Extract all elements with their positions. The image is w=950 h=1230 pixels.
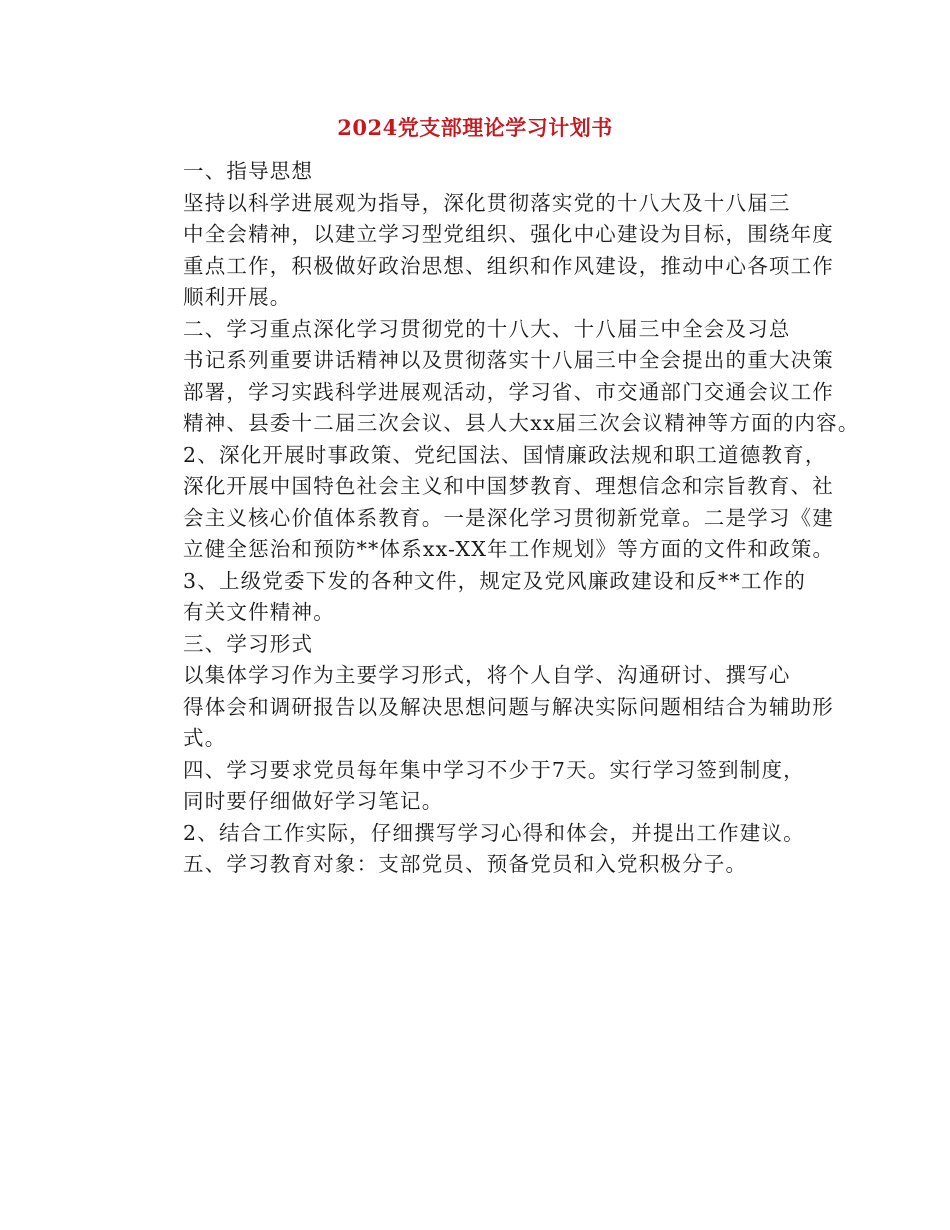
text-line: 顺利开展。 (183, 285, 292, 309)
paragraph-heading-study-form (142, 629, 822, 661)
paragraph-study-focus-3 (142, 566, 822, 629)
paragraph-guiding-ideology (142, 188, 834, 314)
paragraph-study-requirements (142, 755, 822, 818)
text-line: 中全会精神，以建立学习型党组织、强化中心建设为目标，围绕年度 (183, 222, 834, 246)
document-body (142, 156, 860, 881)
text-line: 2、深化开展时事政策、党纪国法、国情廉政法规和职工道德教育， (183, 442, 827, 467)
text-line: 会主义核心价值体系教育。一是深化学习贯彻新党章。二是学习《建 (183, 505, 834, 530)
text-line: 二、学习重点深化学习贯彻党的十八大、十八届三中全会及习总 (183, 316, 791, 341)
text-line: 2、结合工作实际，仔细撰写学习心得和体会，并提出工作建议。 (183, 820, 805, 845)
text-line: 以集体学习作为主要学习形式，将个人自学、沟通研讨、撰写心 (183, 663, 791, 687)
text-line: 精神、县委十二届三次会议、县人大xx届三次会议精神等方面的内容。 (183, 411, 860, 435)
paragraph-study-requirements-2 (142, 818, 822, 850)
document-title: 2024党支部理论学习计划书 (337, 115, 613, 140)
text-line: 立健全惩治和预防**体系xx-XX年工作规划》等方面的文件和政策。 (183, 537, 835, 561)
text-line: 有关文件精神。 (183, 600, 335, 624)
text-line: 三、学习形式 (183, 631, 314, 656)
text-line: 同时要仔细做好学习笔记。 (183, 789, 444, 813)
text-line: 深化开展中国特色社会主义和中国梦教育、理想信念和宗旨教育、社 (183, 474, 834, 498)
paragraph-study-focus (142, 314, 860, 440)
text-line: 坚持以科学进展观为指导，深化贯彻落实党的十八大及十八届三 (183, 190, 791, 215)
paragraph-study-targets (142, 849, 822, 881)
text-line: 部署，学习实践科学进展观活动，学习省、市交通部门交通会议工作 (183, 379, 834, 404)
text-line: 一、指导思想 (183, 159, 314, 183)
text-line: 式。 (183, 726, 227, 750)
paragraph-study-form (142, 660, 834, 755)
text-line: 四、学习要求党员每年集中学习不少于7天。实行学习签到制度， (183, 757, 805, 782)
paragraph-study-focus-2 (142, 440, 835, 566)
text-line: 得体会和调研报告以及解决思想问题与解决实际问题相结合为辅助形 (183, 694, 834, 719)
paragraph-heading-guiding-ideology (142, 156, 822, 188)
text-line: 重点工作，积极做好政治思想、组织和作风建设，推动中心各项工作 (183, 253, 834, 278)
text-line: 书记系列重要讲话精神以及贯彻落实十八届三中全会提出的重大决策 (183, 348, 834, 372)
text-line: 五、学习教育对象：支部党员、预备党员和入党积极分子。 (183, 852, 748, 876)
text-line: 3、上级党委下发的各种文件，规定及党风廉政建设和反**工作的 (183, 568, 807, 593)
